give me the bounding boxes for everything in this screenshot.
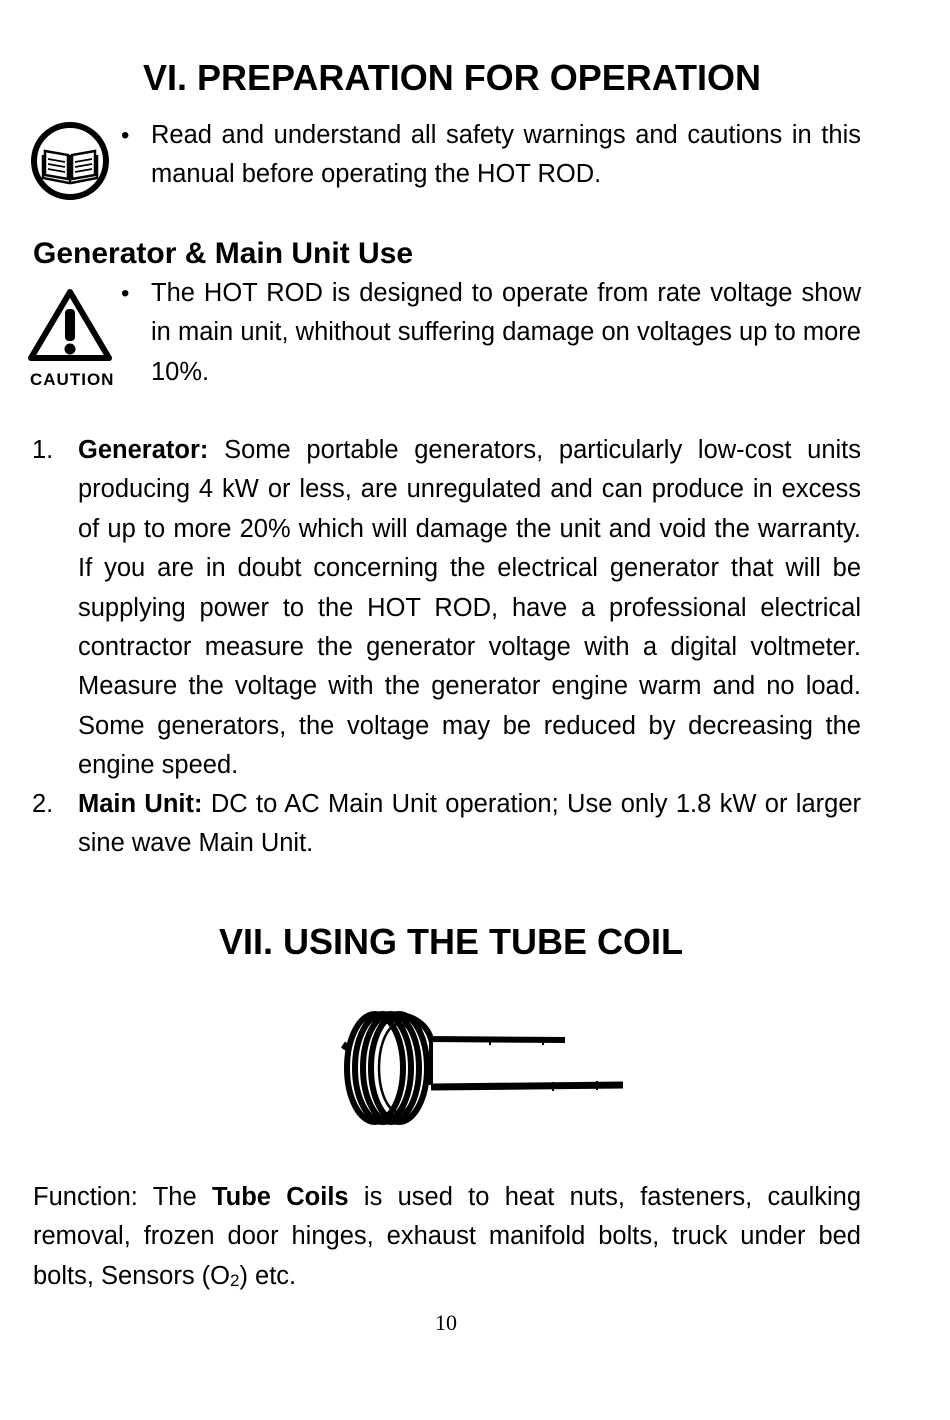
generator-label: Generator:: [78, 436, 209, 464]
caution-label: CAUTION: [30, 370, 115, 389]
caution-bullet-text: The HOT ROD is designed to operate from rate voltage show in main unit, whithout suffering damage on voltages up to more 10%.: [151, 279, 861, 386]
generator-section-heading: Generator & Main Unit Use: [33, 237, 414, 270]
main-unit-label: Main Unit:: [78, 790, 203, 818]
warning-triangle-icon: [27, 287, 113, 363]
bullet-icon: •: [121, 280, 130, 307]
tube-coils-bold: Tube Coils: [211, 1183, 349, 1211]
function-paragraph: [33, 1178, 861, 1300]
tube-coil-illustration: [335, 1005, 630, 1130]
function-text: is used to heat nuts, fasteners, caulking removal, frozen door hinges, exhaust manifold bolts, truck under bed bolts, Sensors (O: [33, 1183, 862, 1290]
bullet-icon: •: [121, 122, 130, 149]
function-suffix: ) etc.: [239, 1261, 297, 1290]
generator-item: [78, 431, 861, 786]
generator-text: Some portable generators, particularly low-cost units producing 4 kW or less, are unregulated and can produce in excess of up to more 20% which will damage the unit and void the warranty. If you are in doubt concerning the electrical generator that will be supplying power to the HOT ROD, have a professional electrical contractor measure the generator voltage with a digital voltmeter. Measure the voltage with the generator engine warm and no load. Some generators, the voltage may be reduced by decreasing the engine speed.: [78, 436, 861, 780]
main-unit-item: [78, 785, 861, 864]
main-unit-text: DC to AC Main Unit operation; Use only 1.8 kW or larger sine wave Main Unit.: [78, 790, 862, 858]
read-warnings-bullet: Read and understand all safety warnings and cautions in this manual before operating the HOT ROD.: [151, 121, 861, 189]
page-number: 10: [435, 1310, 457, 1335]
item-number: 2.: [32, 790, 54, 818]
subscript-2: 2: [230, 1270, 240, 1290]
open-book-icon: [30, 121, 110, 201]
function-prefix: Function: The: [33, 1183, 197, 1211]
section-7-title: VII. USING THE TUBE COIL: [219, 921, 684, 962]
item-number: 1.: [32, 436, 54, 464]
section-6-title: VI. PREPARATION FOR OPERATION: [143, 57, 762, 98]
